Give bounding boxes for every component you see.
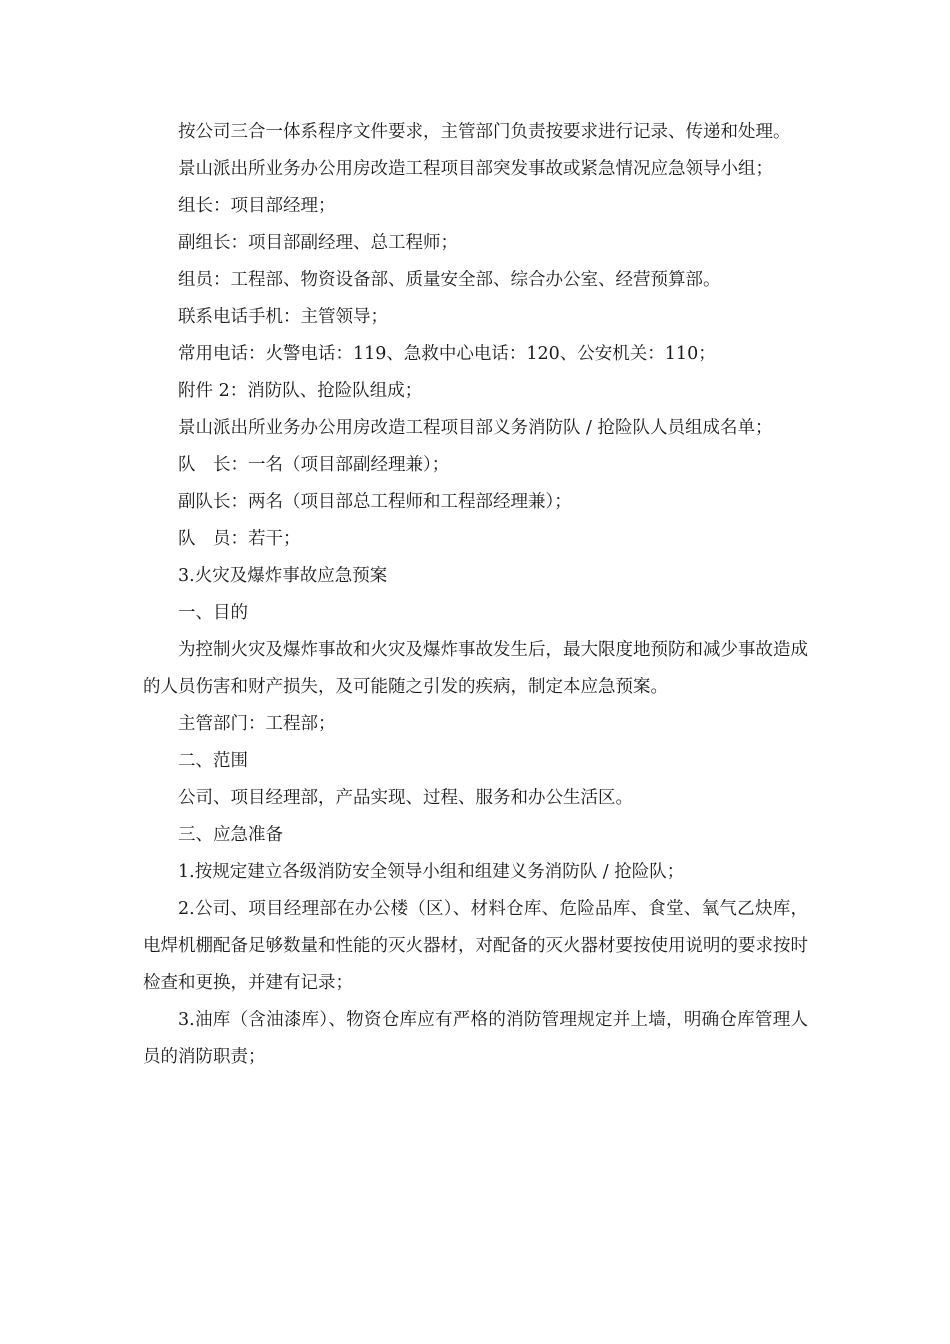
paragraph-contact-phone: 联系电话手机：主管领导； xyxy=(178,307,388,327)
paragraph-vice-captain: 副队长：两名（项目部总工程师和工程部经理兼）； xyxy=(178,492,572,512)
paragraph-purpose: 为控制火灾及爆炸事故和火灾及爆炸事故发生后，最大限度地预防和减少事故造成的人员伤害和财产损失，及可能随之引发的疾病，制定本应急预案。 xyxy=(143,640,808,697)
paragraph-team-members: 队 员：若干； xyxy=(178,529,301,549)
section-heading-fire-plan: 3.火灾及爆炸事故应急预案 xyxy=(178,566,388,586)
paragraph-common-phones: 常用电话：火警电话：119、急救中心电话：120、公安机关：110； xyxy=(178,344,716,364)
paragraph-fire-team-roster: 景山派出所业务办公用房改造工程项目部义务消防队 / 抢险队人员组成名单； xyxy=(178,418,773,438)
paragraph-group-leader: 组长：项目部经理； xyxy=(178,196,336,216)
paragraph-prep-item-1: 1.按规定建立各级消防安全领导小组和组建义务消防队 / 抢险队； xyxy=(178,862,685,882)
paragraph-prep-item-3: 3.油库（含油漆库）、物资仓库应有严格的消防管理规定并上墙，明确仓库管理人员的消防职责； xyxy=(143,1010,808,1067)
paragraph-leadership-group: 景山派出所业务办公用房改造工程项目部突发事故或紧急情况应急领导小组； xyxy=(178,159,773,179)
paragraph-responsible-dept: 主管部门：工程部； xyxy=(178,714,336,734)
section-heading-purpose: 一、目的 xyxy=(178,603,248,623)
paragraph-scope: 公司、项目经理部，产品实现、过程、服务和办公生活区。 xyxy=(178,788,633,808)
paragraph-deputy-leader: 副组长：项目部副经理、总工程师； xyxy=(178,233,458,253)
document-body xyxy=(143,114,808,1076)
paragraph-members: 组员：工程部、物资设备部、质量安全部、综合办公室、经营预算部。 xyxy=(178,270,721,290)
paragraph-prep-item-2: 2.公司、项目经理部在办公楼（区）、材料仓库、危险品库、食堂、氧气乙炔库，电焊机棚配备足够数量和性能的灭火器材，对配备的灭火器材要按使用说明的要求按时检查和更换，并建有记录； xyxy=(143,899,808,993)
section-heading-scope: 二、范围 xyxy=(178,751,248,771)
paragraph-attachment-2: 附件 2：消防队、抢险队组成； xyxy=(178,381,423,401)
paragraph-captain: 队 长：一名（项目部副经理兼）； xyxy=(178,455,450,475)
paragraph-record-requirement: 按公司三合一体系程序文件要求，主管部门负责按要求进行记录、传递和处理。 xyxy=(178,122,791,142)
section-heading-preparation: 三、应急准备 xyxy=(178,825,283,845)
